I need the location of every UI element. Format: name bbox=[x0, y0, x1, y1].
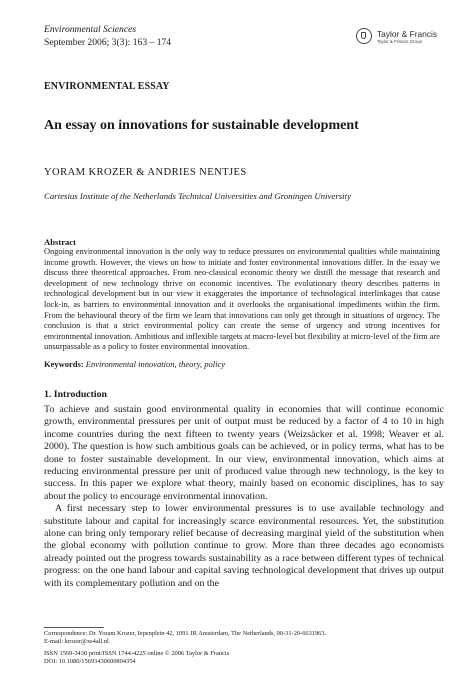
issn-line: ISSN 1569-3430 print/ISSN 1744-4225 online © 2006 Taylor & Francis bbox=[44, 650, 230, 657]
publisher-logo bbox=[356, 28, 456, 50]
publisher-brand: Taylor & Francis bbox=[377, 29, 438, 39]
article-title: An essay on innovations for sustainable development bbox=[44, 118, 359, 133]
correspondence-address: Correspondence: Dr. Yoram Krozer, Iepenplein 42, 1091 JR Amsterdam, The Netherlands, 00-31-20-6631963. bbox=[44, 630, 327, 637]
abstract-heading: Abstract bbox=[44, 237, 76, 247]
introduction-heading: 1. Introduction bbox=[44, 389, 107, 400]
journal-name: Environmental Sciences bbox=[44, 24, 137, 35]
publisher-logo-icon bbox=[356, 28, 372, 44]
doi-line: DOI: 10.1080/15693430600804354 bbox=[44, 658, 136, 665]
keywords bbox=[44, 359, 225, 369]
keywords-label: Keywords: bbox=[44, 359, 84, 369]
publication-info bbox=[44, 650, 454, 666]
journal-issue: September 2006; 3(3): 163 – 174 bbox=[44, 36, 172, 48]
section-label: ENVIRONMENTAL ESSAY bbox=[44, 81, 170, 92]
footnote-divider bbox=[44, 627, 104, 628]
article-authors: YORAM KROZER & ANDRIES NENTJES bbox=[44, 167, 247, 178]
correspondence-email: E-mail: krozer@xs4all.nl bbox=[44, 638, 109, 645]
publisher-group: Taylor & Francis Group bbox=[377, 39, 422, 44]
journal-header bbox=[44, 24, 171, 49]
keywords-text: Environmental innovation, theory, policy bbox=[85, 359, 225, 369]
introduction-paragraph-2: A first necessary step to lower environmental pressures is to use available technology and substitute labour and capital for increasingly scarce environmental resources. Yet, the substitution alone can bring only temporary relief because of decreasing marginal yield of the substitution when the global economy with pollution continue to grow. More than three decades ago economists already pointed out the progress towards sustainability as a race between different types of technical progress: on the one hand labour and capital saving technological development that drives up output with its complementary pollution and on the bbox=[44, 503, 444, 589]
introduction-paragraph-1: To achieve and sustain good environmental quality in economies that will continue economic growth, environmental pressures per unit of output must be reduced by a factor of 4 to 10 in high income countries during the next fifteen to twenty years (Weizsäcker et al. 1998; Weaver et al. 2000). The question is how such ambitious goals can be achieved, or in policy terms, what has to be done to foster sustainable development. In our view, environmental innovation, which aims at reducing environmental pressure per unit of produced value through new technology, is the key to success. In this paper we explore what theory, mainly based on economic disciplines, has to say about the policy to encourage environmental innovation. bbox=[44, 404, 444, 502]
author-affiliation: Cartesius Institute of the Netherlands Technical Universities and Groningen University bbox=[44, 191, 351, 201]
abstract-text: Ongoing environmental innovation is the only way to reduce pressures on environmental qualities while maintaining income growth. However, the views on how to initiate and foster environmental innovations differ. In the essay we discuss three theoretical approaches. From neo-classical economic theory we distill the message that research and development of new technology thrive on economic incentives. The evolutionary theory describes patterns in technological development but in our view it exaggerates the importance of technological interlinkages that cause lock-in, as barriers to environmental innovation and it overlooks the organisational impediments within the firm. From the behavioural theory of the firm we learn that innovations can only get through in situations of urgency. The conclusion is that a strict environmental policy can create the sense of urgency and strong incentives for environmental innovation. Ambitious and inflexible targets at macro-level but flexibility at micro-level of the firm are unsurpassable as a policy to foster environmental innovation. bbox=[44, 247, 440, 352]
correspondence-note bbox=[44, 630, 454, 646]
introduction-body bbox=[44, 404, 444, 590]
